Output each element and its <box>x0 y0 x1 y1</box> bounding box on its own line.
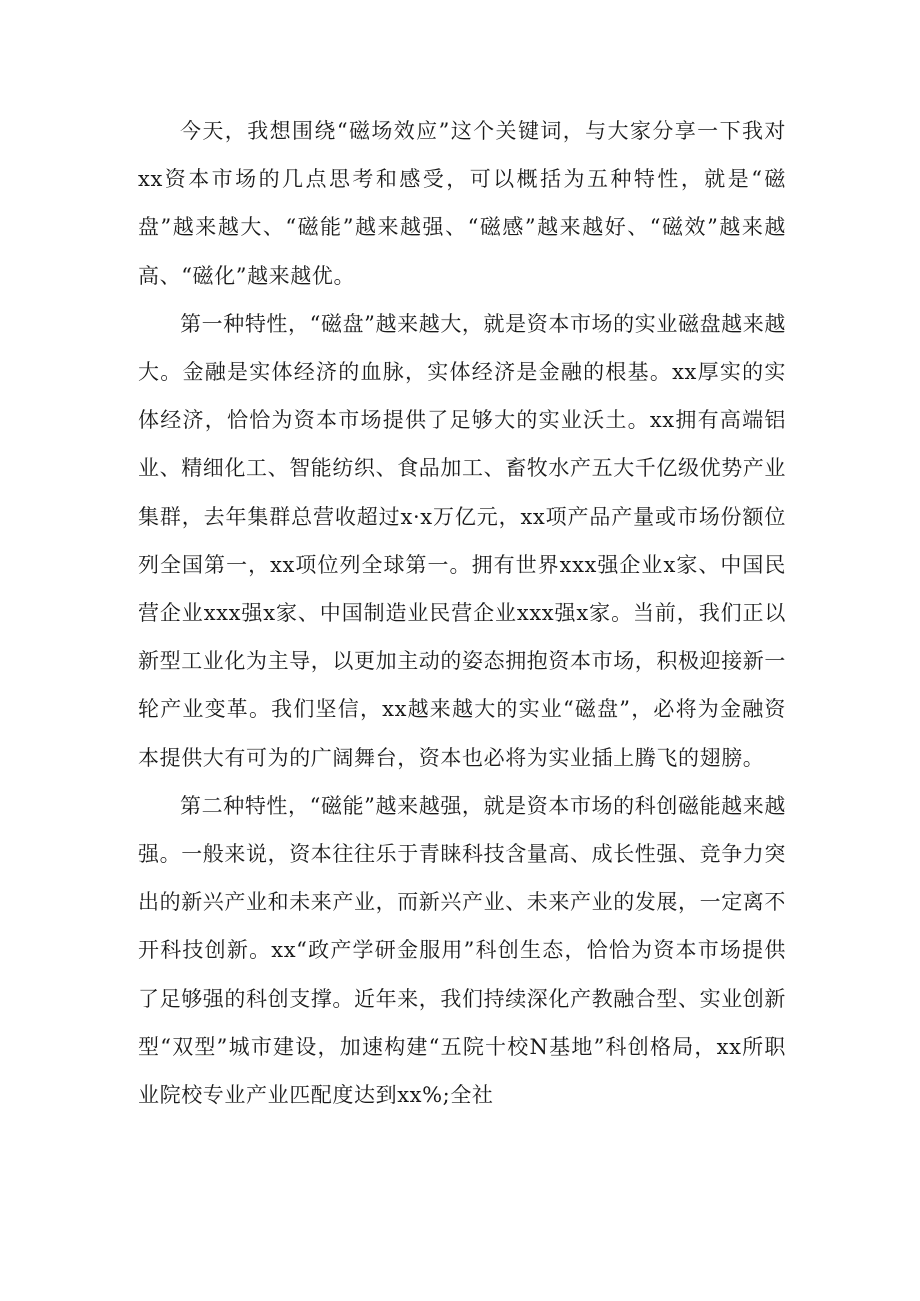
paragraph-intro: 今天，我想围绕“磁场效应”这个关键词，与大家分享一下我对xx资本市场的几点思考和感受，可以概括为五种特性，就是“磁盘”越来越大、“磁能”越来越强、“磁感”越来越好、“磁效”越来越高、“磁化”越来越优。 <box>138 119 786 288</box>
paragraph-second-characteristic: 第二种特性，“磁能”越来越强，就是资本市场的科创磁能越来越强。一般来说，资本往往乐于青睐科技含量高、成长性强、竞争力突出的新兴产业和未来产业，而新兴产业、未来产业的发展，一定离不开科技创新。xx“政产学研金服用”科创生态，恰恰为资本市场提供了足够强的科创支撑。近年来，我们持续深化产教融合型、实业创新型“双型”城市建设，加速构建“五院十校N基地”科创格局，xx所职业院校专业产业匹配度达到xx%;全社 <box>138 793 786 1108</box>
paragraph-first-characteristic: 第一种特性，“磁盘”越来越大，就是资本市场的实业磁盘越来越大。金融是实体经济的血脉，实体经济是金融的根基。xx厚实的实体经济，恰恰为资本市场提供了足够大的实业沃土。xx拥有高端铝业、精细化工、智能纺织、食品加工、畜牧水产五大千亿级优势产业集群，去年集群总营收超过x·x万亿元，xx项产品产量或市场份额位列全国第一，xx项位列全球第一。拥有世界xxx强企业x家、中国民营企业xxx强x家、中国制造业民营企业xxx强x家。当前，我们正以新型工业化为主导，以更加主动的姿态拥抱资本市场，积极迎接新一轮产业变革。我们坚信，xx越来越大的实业“磁盘”，必将为金融资本提供大有可为的广阔舞台，资本也必将为实业插上腾飞的翅膀。 <box>138 311 786 770</box>
document-body <box>138 107 786 1119</box>
